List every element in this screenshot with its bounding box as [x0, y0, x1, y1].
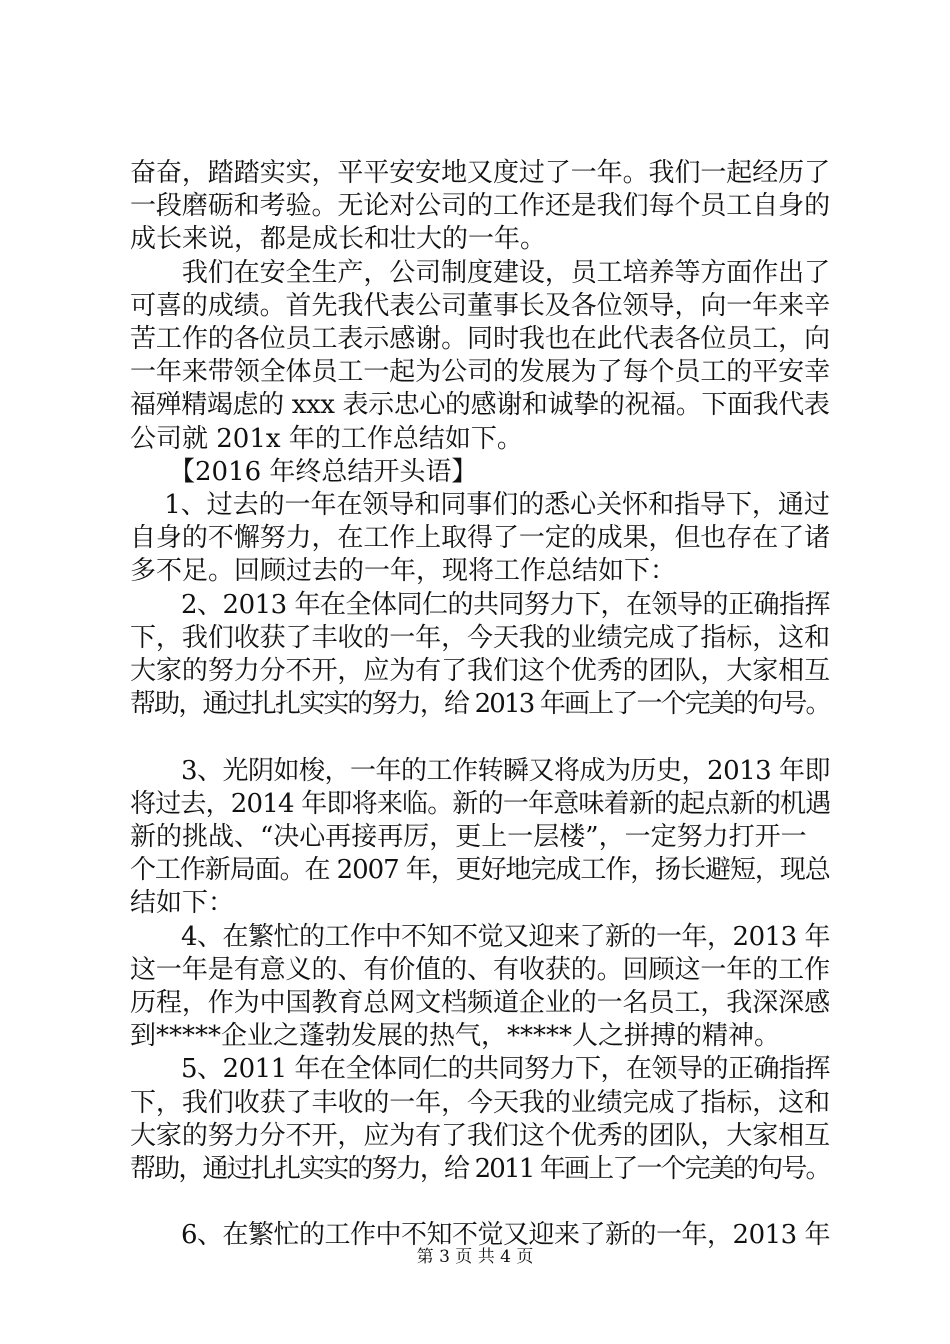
text-line: 帮助，通过扎扎实实的努力，给 2013 年画上了一个完美的句号。: [130, 689, 830, 720]
text-line: 这一年是有意义的、有价值的、有收获的。回顾这一年的工作: [130, 954, 830, 985]
text-line: [130, 1185, 830, 1219]
text-line: 个工作新局面。在 2007 年，更好地完成工作，扬长避短，现总: [130, 855, 830, 886]
text-line: 到*****企业之蓬勃发展的热气，*****人之拼搏的精神。: [130, 1021, 781, 1052]
page-footer: 第 3 页 共 4 页: [416, 1247, 534, 1267]
text-line: 6、在繁忙的工作中不知不觉又迎来了新的一年，2013 年: [130, 1220, 830, 1251]
text-line: 下，我们收获了丰收的一年，今天我的业绩完成了指标，这和: [130, 1087, 830, 1118]
text-line: 大家的努力分不开，应为有了我们这个优秀的团队，大家相互: [130, 656, 830, 686]
text-line: 2、2013 年在全体同仁的共同努力下，在领导的正确指挥: [130, 589, 830, 620]
text-line: 3、光阴如梭，一年的工作转瞬又将成为历史，2013 年即: [130, 755, 830, 786]
text-line: 【2016 年终总结开头语】: [130, 456, 478, 487]
text-line: 可喜的成绩。首先我代表公司董事长及各位领导，向一年来辛: [130, 290, 830, 321]
text-line: 下，我们收获了丰收的一年，今天我的业绩完成了指标，这和: [130, 622, 830, 653]
text-line: 福殚精竭虑的 xxx 表示忠心的感谢和诚挚的祝福。下面我代表: [130, 390, 830, 421]
text-line: 将过去，2014 年即将来临。新的一年意味着新的起点新的机遇: [130, 788, 830, 819]
text-line: 帮助，通过扎扎实实的努力，给 2011 年画上了一个完美的句号。: [130, 1154, 830, 1184]
text-line: 一段磨砺和考验。无论对公司的工作还是我们每个员工自身的: [130, 191, 830, 222]
text-line: 公司就 201x 年的工作总结如下。: [130, 423, 523, 454]
text-line: 我们在安全生产，公司制度建设，员工培养等方面作出了: [130, 257, 830, 288]
text-line: 新的挑战、“决心再接再厉，更上一层楼”，一定努力打开一: [130, 822, 807, 852]
text-line: 多不足。回顾过去的一年，现将工作总结如下：: [130, 556, 677, 587]
text-line: 大家的努力分不开，应为有了我们这个优秀的团队，大家相互: [130, 1120, 830, 1151]
text-line: 历程，作为中国教育总网文档频道企业的一名员工，我深深感: [130, 988, 830, 1018]
text-line: 成长来说，都是成长和壮大的一年。: [130, 224, 547, 255]
text-line: 苦工作的各位员工表示感谢。同时我也在此代表各位员工，向: [130, 324, 830, 354]
text-line: 1、过去的一年在领导和同事们的悉心关怀和指导下，通过: [130, 490, 830, 520]
text-line: 一年来带领全体员工一起为公司的发展为了每个员工的平安幸: [130, 357, 830, 388]
text-line: 4、在繁忙的工作中不知不觉又迎来了新的一年，2013 年: [130, 921, 830, 952]
text-line: 5、2011 年在全体同仁的共同努力下，在领导的正确指挥: [130, 1054, 830, 1085]
text-line: [130, 720, 830, 754]
text-line: 自身的不懈努力，在工作上取得了一定的成果，但也存在了诸: [130, 523, 830, 554]
text-line: 奋奋，踏踏实实，平平安安地又度过了一年。我们一起经历了: [130, 158, 830, 188]
text-line: 结如下：: [130, 888, 235, 919]
